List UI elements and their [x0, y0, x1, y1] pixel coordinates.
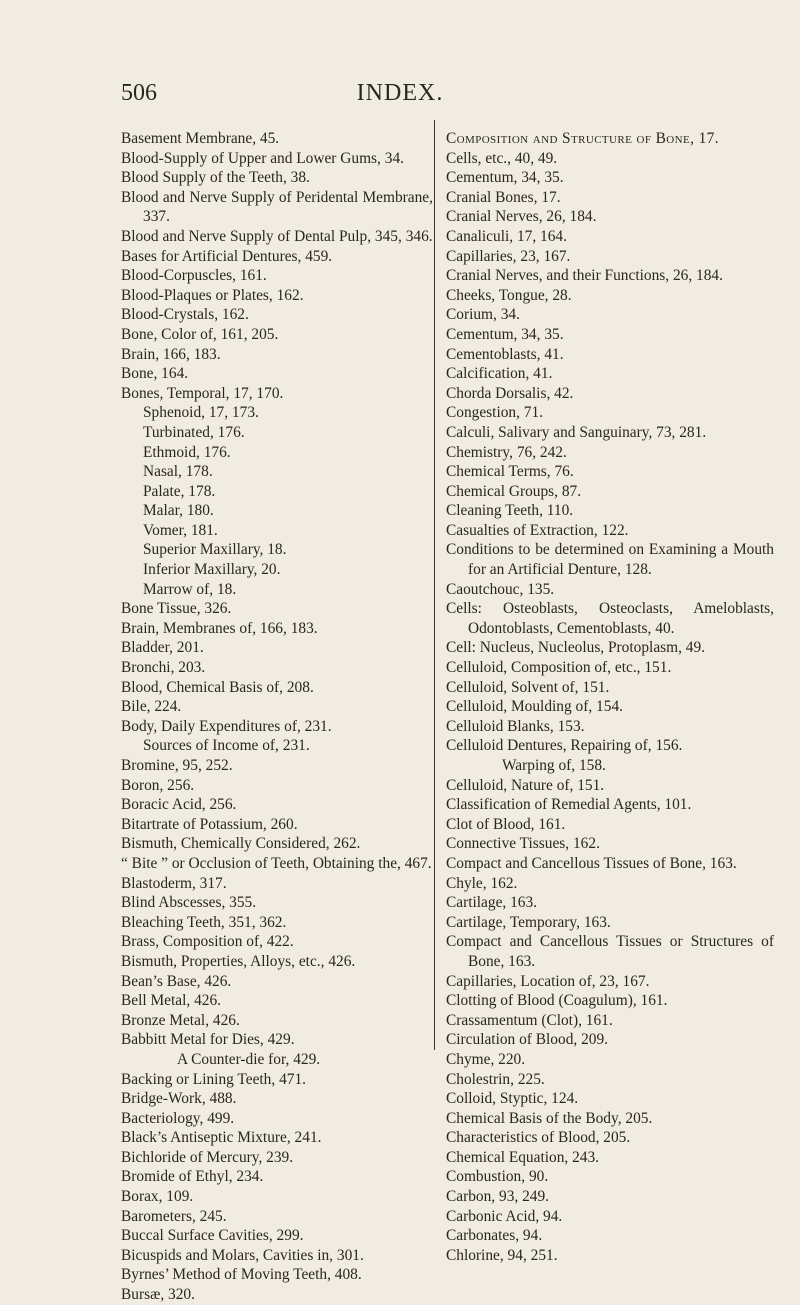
index-entry: Bichloride of Mercury, 239. — [121, 1148, 294, 1166]
index-entry: Combustion, 90. — [446, 1168, 549, 1186]
index-entry: Blind Abscesses, 355. — [121, 894, 257, 912]
index-entry: Bacteriology, 499. — [121, 1109, 235, 1127]
index-entry: Chemical Groups, 87. — [446, 482, 582, 500]
index-entry: Bell Metal, 426. — [121, 992, 222, 1010]
index-entry: Bladder, 201. — [121, 639, 204, 657]
index-entry: Boron, 256. — [121, 776, 195, 794]
index-entry: Celluloid Blanks, 153. — [446, 717, 585, 735]
index-entry: Classification of Remedial Agents, 101. — [446, 796, 692, 814]
index-subentry: Sources of Income of, 231. — [143, 737, 310, 755]
index-entry: Bone Tissue, 326. — [121, 600, 232, 618]
index-entry: Conditions to be determined on Examining a Mouth for an Artificial Denture, 128. — [446, 541, 774, 579]
index-entry: Bronze Metal, 426. — [121, 1011, 240, 1029]
index-entry: Circulation of Blood, 209. — [446, 1031, 609, 1049]
index-entry: Calculi, Salivary and Sanguinary, 73, 281. — [446, 423, 707, 441]
index-entry: Bridge-Work, 488. — [121, 1090, 237, 1108]
index-entry: Calcification, 41. — [446, 365, 553, 383]
index-entry: Blood, Chemical Basis of, 208. — [121, 678, 314, 696]
index-entry: Bleaching Teeth, 351, 362. — [121, 913, 287, 931]
index-entry: Carbon, 93, 249. — [446, 1188, 550, 1206]
index-subentry: Inferior Maxillary, 20. — [143, 561, 281, 579]
index-column-right — [446, 129, 774, 1265]
index-entry: Blood-Supply of Upper and Lower Gums, 34. — [121, 149, 404, 167]
index-entry: Clotting of Blood (Coagulum), 161. — [446, 992, 668, 1010]
index-entry: Bone, 164. — [121, 365, 189, 383]
index-entry: Chemical Equation, 243. — [446, 1148, 600, 1166]
index-entry: Chemistry, 76, 242. — [446, 443, 567, 461]
index-heading-entry: Composition and Structure of Bone, 17. — [446, 130, 720, 147]
page-title: INDEX. — [356, 80, 444, 106]
index-entry: Blood and Nerve Supply of Peridental Membrane, 337. — [121, 188, 433, 226]
index-entry: Blood-Corpuscles, 161. — [121, 267, 267, 285]
index-entry: Cholestrin, 225. — [446, 1070, 545, 1088]
column-divider — [434, 120, 435, 1050]
index-entry: Bromide of Ethyl, 234. — [121, 1168, 264, 1186]
index-entry: Cheeks, Tongue, 28. — [446, 286, 572, 304]
index-entry: Colloid, Styptic, 124. — [446, 1090, 579, 1108]
index-entry: Bone, Color of, 161, 205. — [121, 325, 279, 343]
index-entry: Chorda Dorsalis, 42. — [446, 384, 574, 402]
index-entry: Babbitt Metal for Dies, 429. — [121, 1031, 295, 1049]
index-entry: Bromine, 95, 252. — [121, 757, 233, 774]
index-column-left — [121, 129, 433, 1305]
index-entry: Chemical Terms, 76. — [446, 463, 574, 481]
index-entry: Capillaries, 23, 167. — [446, 247, 571, 265]
index-entry: Casualties of Extraction, 122. — [446, 521, 629, 539]
index-entry: Carbonic Acid, 94. — [446, 1207, 563, 1225]
index-entry: Bean’s Base, 426. — [121, 972, 232, 990]
index-entry: Bitartrate of Potassium, 260. — [121, 815, 298, 833]
index-subentry: Turbinated, 176. — [143, 423, 245, 441]
index-entry: Chyme, 220. — [446, 1050, 526, 1068]
index-entry: Bile, 224. — [121, 698, 182, 716]
index-entry: Bases for Artificial Dentures, 459. — [121, 247, 333, 265]
index-entry: Celluloid, Solvent of, 151. — [446, 678, 610, 696]
index-entry: Congestion, 71. — [446, 404, 544, 422]
index-entry: Canaliculi, 17, 164. — [446, 227, 567, 245]
index-entry: Celluloid, Moulding of, 154. — [446, 698, 623, 716]
index-entry: Carbonates, 94. — [446, 1227, 543, 1245]
index-entry: Clot of Blood, 161. — [446, 815, 566, 833]
page-number: 506 — [121, 80, 157, 106]
index-subentry: A Counter-die for, 429. — [177, 1050, 321, 1068]
index-entry: Cranial Nerves, 26, 184. — [446, 208, 597, 226]
index-entry: Cementum, 34, 35. — [446, 325, 564, 343]
index-entry: Blood and Nerve Supply of Dental Pulp, 345, 346. — [121, 227, 433, 245]
index-entry: Borax, 109. — [121, 1188, 194, 1206]
index-entry: Cranial Bones, 17. — [446, 188, 561, 206]
index-entry: Cell: Nucleus, Nucleolus, Protoplasm, 49. — [446, 639, 706, 657]
index-entry: Buccal Surface Cavities, 299. — [121, 1227, 304, 1245]
index-entry: Cells: Osteoblasts, Osteoclasts, Ameloblasts, Odontoblasts, Cementoblasts, 40. — [446, 600, 774, 637]
index-entry: Bursæ, 320. — [121, 1286, 195, 1304]
index-subentry: Malar, 180. — [143, 502, 214, 520]
index-entry: Cementum, 34, 35. — [446, 169, 564, 187]
index-subentry: Sphenoid, 17, 173. — [143, 404, 259, 422]
index-entry: Blastoderm, 317. — [121, 874, 227, 892]
index-entry: Cleaning Teeth, 110. — [446, 502, 574, 520]
index-entry: Cranial Nerves, and their Functions, 26, 184. — [446, 267, 723, 285]
index-entry: Body, Daily Expenditures of, 231. — [121, 717, 332, 735]
index-entry: Cartilage, Temporary, 163. — [446, 913, 611, 931]
index-entry: Blood-Crystals, 162. — [121, 306, 249, 324]
index-subentry: Nasal, 178. — [143, 463, 213, 481]
index-entry: Bismuth, Properties, Alloys, etc., 426. — [121, 952, 356, 970]
index-entry: Celluloid Dentures, Repairing of, 156. — [446, 737, 683, 755]
index-entry: Chyle, 162. — [446, 874, 518, 892]
index-subentry: Palate, 178. — [143, 482, 216, 500]
index-subentry: Vomer, 181. — [143, 521, 218, 539]
index-entry: Black’s Antiseptic Mixture, 241. — [121, 1129, 322, 1147]
index-entry: Byrnes’ Method of Moving Teeth, 408. — [121, 1266, 362, 1284]
index-entry: Crassamentum (Clot), 161. — [446, 1011, 613, 1029]
index-entry: “ Bite ” or Occlusion of Teeth, Obtaining the, 467. — [121, 854, 432, 872]
index-entry: Bones, Temporal, 17, 170. — [121, 384, 284, 402]
index-entry: Basement Membrane, 45. — [121, 130, 280, 147]
index-entry: Blood-Plaques or Plates, 162. — [121, 286, 304, 304]
index-entry: Corium, 34. — [446, 306, 520, 324]
index-entry: Bronchi, 203. — [121, 659, 206, 677]
index-subentry: Superior Maxillary, 18. — [143, 541, 287, 559]
index-entry: Cartilage, 163. — [446, 894, 538, 912]
index-entry: Brain, 166, 183. — [121, 345, 221, 363]
index-entry: Cementoblasts, 41. — [446, 345, 564, 363]
index-entry: Compact and Cancellous Tissues or Structures of Bone, 163. — [446, 933, 774, 970]
index-entry: Backing or Lining Teeth, 471. — [121, 1070, 307, 1088]
index-entry: Cells, etc., 40, 49. — [446, 149, 558, 167]
index-entry: Celluloid, Composition of, etc., 151. — [446, 659, 672, 677]
index-entry: Brain, Membranes of, 166, 183. — [121, 619, 318, 637]
index-subentry: Warping of, 158. — [502, 757, 606, 774]
index-subentry: Ethmoid, 176. — [143, 443, 231, 461]
index-entry: Brass, Composition of, 422. — [121, 933, 294, 951]
index-entry: Bicuspids and Molars, Cavities in, 301. — [121, 1246, 364, 1264]
index-entry: Boracic Acid, 256. — [121, 796, 237, 814]
index-subentry: Marrow of, 18. — [143, 580, 237, 598]
index-entry: Celluloid, Nature of, 151. — [446, 776, 605, 794]
index-entry: Connective Tissues, 162. — [446, 835, 600, 853]
index-entry: Capillaries, Location of, 23, 167. — [446, 972, 650, 990]
index-entry: Chemical Basis of the Body, 205. — [446, 1109, 653, 1127]
index-entry: Barometers, 245. — [121, 1207, 227, 1225]
index-entry: Chlorine, 94, 251. — [446, 1246, 558, 1264]
index-entry: Characteristics of Blood, 205. — [446, 1129, 631, 1147]
index-entry: Compact and Cancellous Tissues of Bone, 163. — [446, 854, 737, 872]
index-entry: Bismuth, Chemically Considered, 262. — [121, 835, 361, 853]
index-entry: Blood Supply of the Teeth, 38. — [121, 169, 310, 187]
index-entry: Caoutchouc, 135. — [446, 580, 555, 598]
